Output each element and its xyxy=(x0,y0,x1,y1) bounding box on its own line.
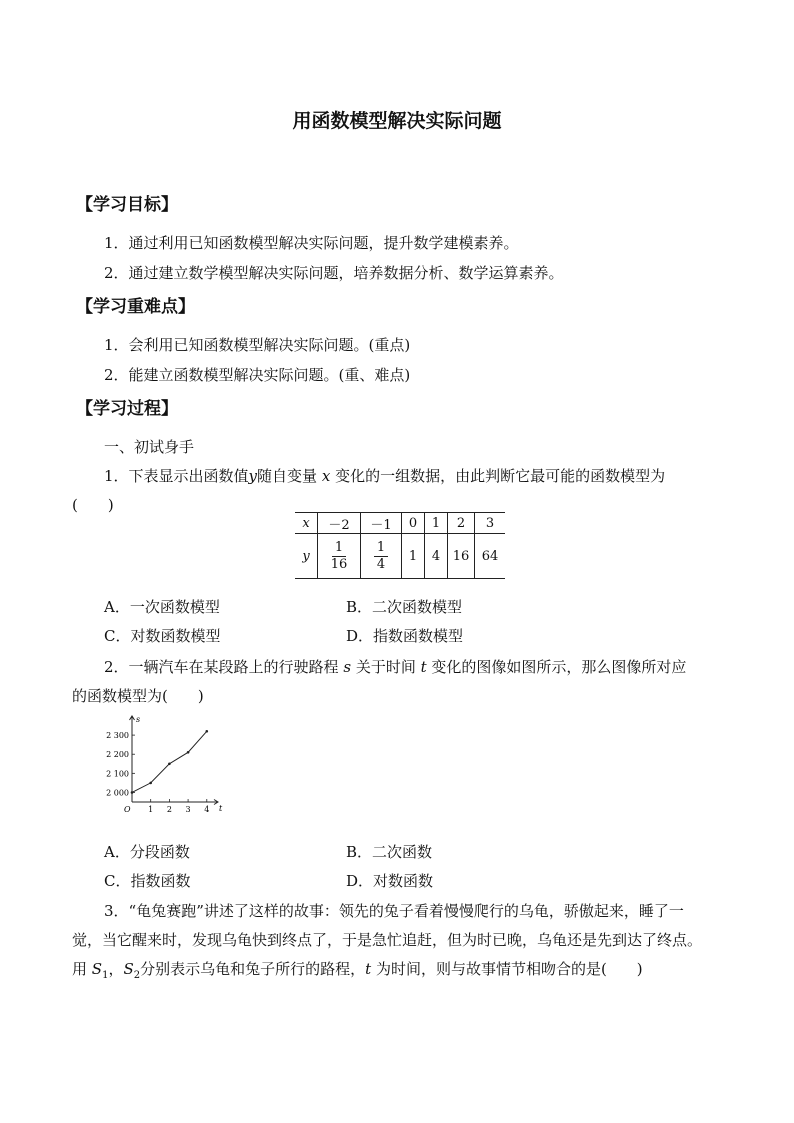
data-point xyxy=(149,782,152,785)
table-cell: $\frac{1}{4}$ xyxy=(361,534,402,579)
data-point xyxy=(205,730,208,733)
option-c: C．对数函数模型 xyxy=(104,627,221,645)
key-points-heading: 【学习重难点】 xyxy=(76,297,195,317)
option-c: C．指数函数 xyxy=(104,872,191,890)
question-3-text-cont: 用 $S_1$，$S_2$分别表示乌龟和兔子所行的路程，t 为时间，则与故事情节相吻合的是( ) xyxy=(72,960,643,981)
x-tick-label: 3 xyxy=(185,805,191,814)
process-heading: 【学习过程】 xyxy=(76,399,178,419)
data-point xyxy=(187,751,190,754)
data-table xyxy=(295,512,505,579)
answer-paren: ( ) xyxy=(72,496,114,514)
question-2-text-cont: 的函数模型为( ) xyxy=(72,687,204,705)
origin-label: O xyxy=(124,805,131,814)
table-x-label: x xyxy=(302,515,310,531)
goal-item: 1．通过利用已知函数模型解决实际问题，提升数学建模素养。 xyxy=(104,234,519,252)
table-cell: $\frac{1}{16}$ xyxy=(318,534,361,579)
table-cell: 1 xyxy=(425,513,448,534)
option-a: A．分段函数 xyxy=(104,843,190,861)
data-point xyxy=(131,791,134,794)
question-2-text: 2．一辆汽车在某段路上的行驶路程 s 关于时间 t 变化的图像如图所示，那么图像所对应 xyxy=(104,658,687,676)
table-cell: 3 xyxy=(475,513,506,534)
y-tick-label: 2 200 xyxy=(106,750,129,760)
x-axis-label: t xyxy=(219,804,223,813)
question-3-text: 3．“龟兔赛跑”讲述了这样的故事：领先的兔子看着慢慢爬行的乌龟，骄傲起来，睡了一 xyxy=(104,902,684,920)
option-a: A．一次函数模型 xyxy=(104,598,220,616)
data-point xyxy=(168,762,171,765)
part-heading: 一、初试身手 xyxy=(104,438,195,456)
y-tick-label: 2 100 xyxy=(106,769,129,779)
x-tick-label: 1 xyxy=(148,805,154,814)
table-cell: －1 xyxy=(361,513,402,534)
x-tick-label: 4 xyxy=(204,805,210,814)
key-point-item: 2．能建立函数模型解决实际问题。(重、难点) xyxy=(104,366,411,384)
y-tick-label: 2 000 xyxy=(106,788,129,798)
y-axis-label: s xyxy=(136,715,141,724)
table-cell: 16 xyxy=(448,534,475,579)
table-cell: 0 xyxy=(402,513,425,534)
table-cell: －2 xyxy=(318,513,361,534)
option-b: B．二次函数 xyxy=(346,843,433,861)
table-cell: 64 xyxy=(475,534,506,579)
goal-item: 2．通过建立数学模型解决实际问题，培养数据分析、数学运算素养。 xyxy=(104,264,564,282)
table-cell: 4 xyxy=(425,534,448,579)
y-tick-label: 2 300 xyxy=(106,731,129,741)
question-1-text: 1．下表显示出函数值y随自变量 x 变化的一组数据，由此判断它最可能的函数模型为 xyxy=(104,467,666,485)
series-line xyxy=(132,731,207,792)
page-title: 用函数模型解决实际问题 xyxy=(292,110,502,132)
option-d: D．对数函数 xyxy=(346,872,434,890)
question-3-text-cont: 觉，当它醒来时，发现乌龟快到终点了，于是急忙追赶，但为时已晚，乌龟还是先到达了终点。 xyxy=(72,931,703,949)
option-b: B．二次函数模型 xyxy=(346,598,463,616)
table-cell: 2 xyxy=(448,513,475,534)
table-cell: 1 xyxy=(402,534,425,579)
key-point-item: 1．会利用已知函数模型解决实际问题。(重点) xyxy=(104,336,411,354)
goals-heading: 【学习目标】 xyxy=(76,195,178,215)
distance-time-chart xyxy=(100,712,230,820)
table-y-label: y xyxy=(302,548,310,564)
x-tick-label: 2 xyxy=(166,805,172,814)
option-d: D．指数函数模型 xyxy=(346,627,464,645)
